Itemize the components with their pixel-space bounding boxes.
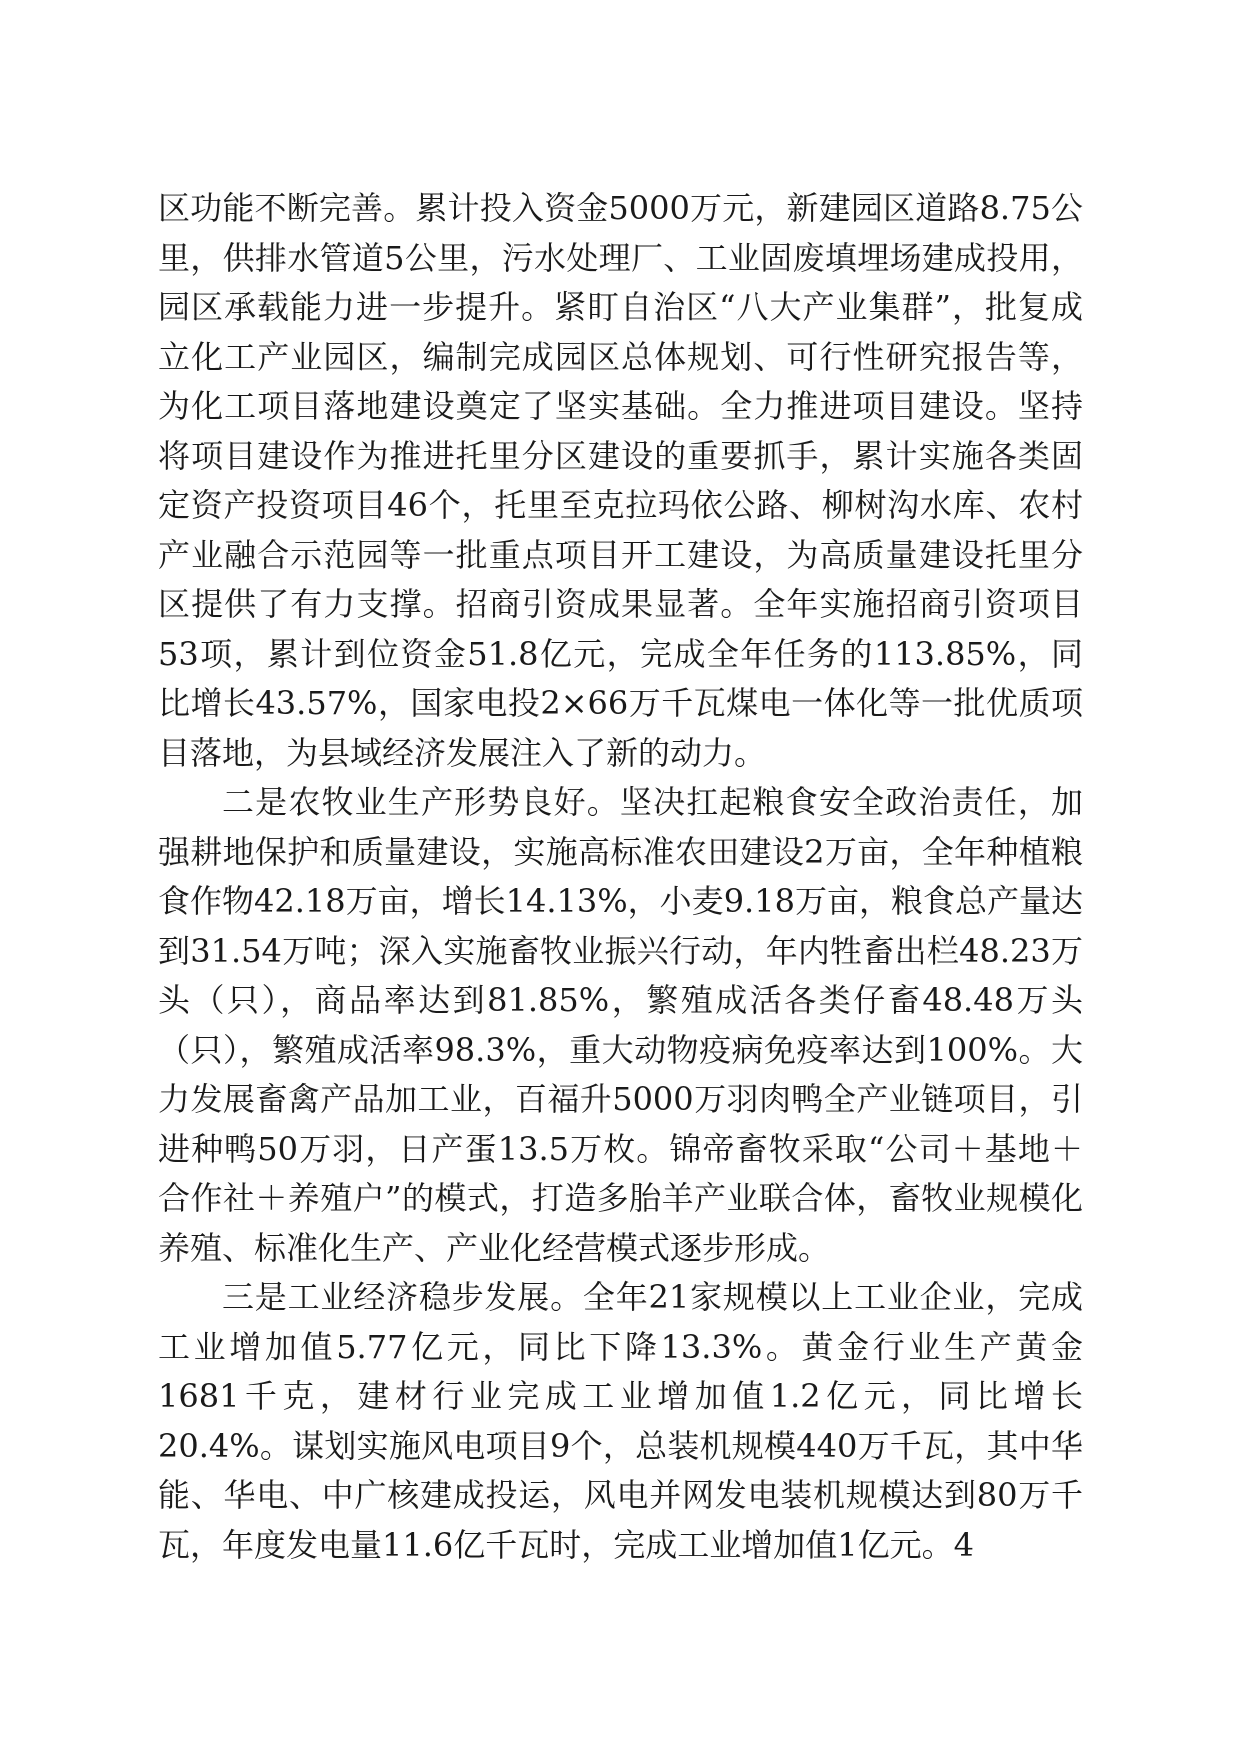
paragraph-agriculture-livestock: 二是农牧业生产形势良好。坚决扛起粮食安全政治责任，加强耕地保护和质量建设，实施高标准农田建设2万亩，全年种植粮食作物42.18万亩，增长14.13%，小麦9.18万亩，粮食总产量达到31.54万吨；深入实施畜牧业振兴行动，年内牲畜出栏48.23万头（只），商品率达到81.85%，繁殖成活各类仔畜48.48万头（只），繁殖成活率98.3%，重大动物疫病免疫率达到100%。大力发展畜禽产品加工业，百福升5000万羽肉鸭全产业链项目，引进种鸭50万羽，日产蛋13.5万枚。锦帝畜牧采取“公司＋基地＋合作社＋养殖户”的模式，打造多胎羊产业联合体，畜牧业规模化养殖、标准化生产、产业化经营模式逐步形成。 — [158, 783, 1083, 1267]
paragraph-industrial-economy: 三是工业经济稳步发展。全年21家规模以上工业企业，完成工业增加值5.77亿元，同比下降13.3%。黄金行业生产黄金1681千克，建材行业完成工业增加值1.2亿元，同比增长20.4%。谋划实施风电项目9个，总装机规模440万千瓦，其中华能、华电、中广核建成投运，风电并网发电装机规模达到80万千瓦，年度发电量11.6亿千瓦时，完成工业增加值1亿元。4 — [158, 1278, 1083, 1564]
body-text — [158, 184, 1083, 1570]
paragraph-park-and-investment: 区功能不断完善。累计投入资金5000万元，新建园区道路8.75公里，供排水管道5公里，污水处理厂、工业固废填埋场建成投用，园区承载能力进一步提升。紧盯自治区“八大产业集群”，批复成立化工产业园区，编制完成园区总体规划、可行性研究报告等，为化工项目落地建设奠定了坚实基础。全力推进项目建设。坚持将项目建设作为推进托里分区建设的重要抓手，累计实施各类固定资产投资项目46个，托里至克拉玛依公路、柳树沟水库、农村产业融合示范园等一批重点项目开工建设，为高质量建设托里分区提供了有力支撑。招商引资成果显著。全年实施招商引资项目53项，累计到位资金51.8亿元，完成全年任务的113.85%，同比增长43.57%，国家电投2×66万千瓦煤电一体化等一批优质项目落地，为县域经济发展注入了新的动力。 — [158, 189, 1083, 772]
